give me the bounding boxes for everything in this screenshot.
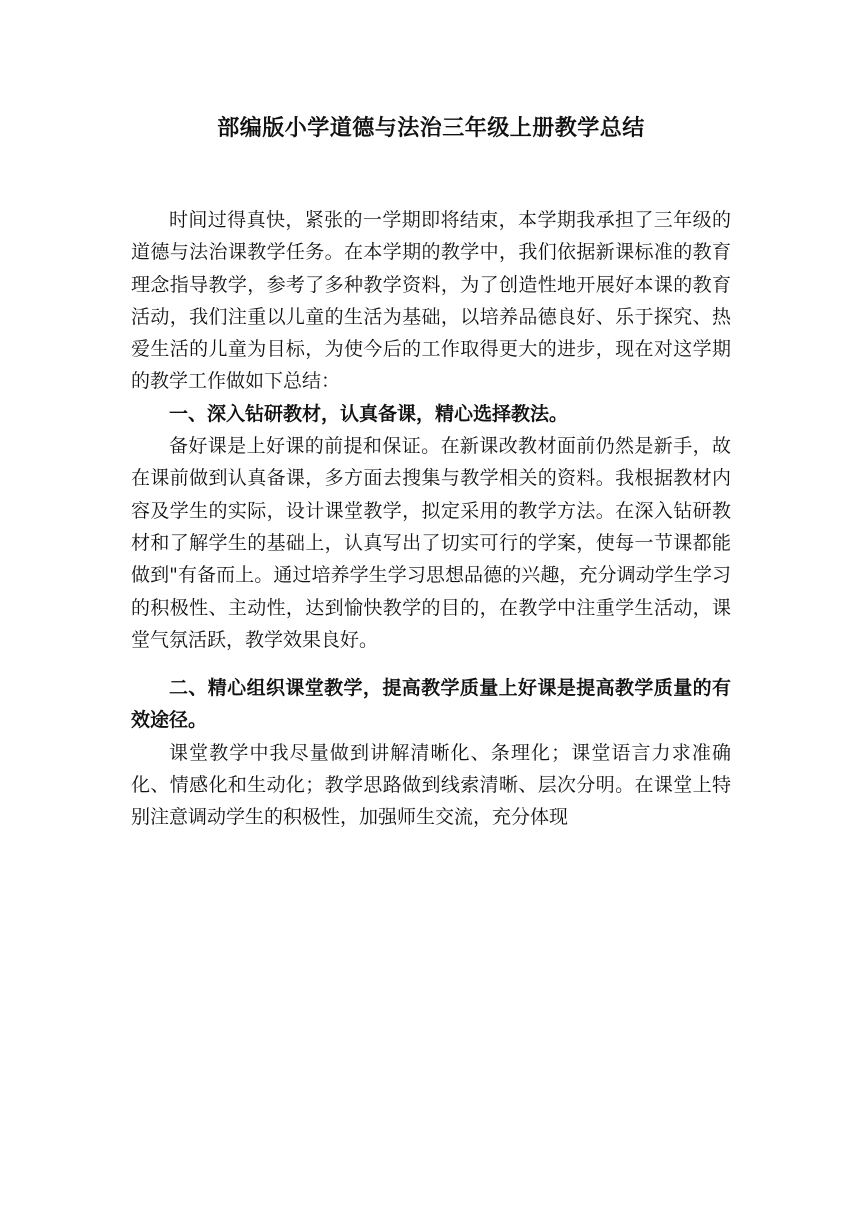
section-heading-2: 二、精心组织课堂教学，提高教学质量上好课是提高教学质量的有效途径。: [131, 677, 731, 732]
section-2-paragraph: 课堂教学中我尽量做到讲解清晰化、条理化；课堂语言力求准确化、情感化和生动化；教学思路做到线索清晰、层次分明。在课堂上特别注意调动学生的积极性，加强师生交流，充分体现: [131, 741, 731, 829]
section-heading-1: 一、深入钻研教材，认真备课，精心选择教法。: [169, 402, 569, 425]
intro-paragraph: 时间过得真快，紧张的一学期即将结束，本学期我承担了三年级的道德与法治课教学任务。在本学期的教学中，我们依据新课标准的教育理念指导教学，参考了多种教学资料，为了创造性地开展好本课的教育活动，我们注重以儿童的生活为基础，以培养品德良好、乐于探究、热爱生活的儿童为目标，为使今后的工作取得更大的进步，现在对这学期的教学工作做如下总结：: [131, 209, 731, 393]
document-title: 部编版小学道德与法治三年级上册教学总结: [217, 115, 645, 141]
section-1-paragraph: 备好课是上好课的前提和保证。在新课改教材面前仍然是新手，故在课前做到认真备课，多方面去搜集与教学相关的资料。我根据教材内容及学生的实际，设计课堂教学，拟定采用的教学方法。在深入钻研教材和了解学生的基础上，认真写出了切实可行的学案，使每一节课都能做到"有备而上。通过培养学生学习思想品德的兴趣，充分调动学生学习的积极性、主动性，达到愉快教学的目的，在教学中注重学生活动，课堂气氛活跃，教学效果良好。: [131, 435, 731, 651]
document-body: [131, 204, 731, 834]
